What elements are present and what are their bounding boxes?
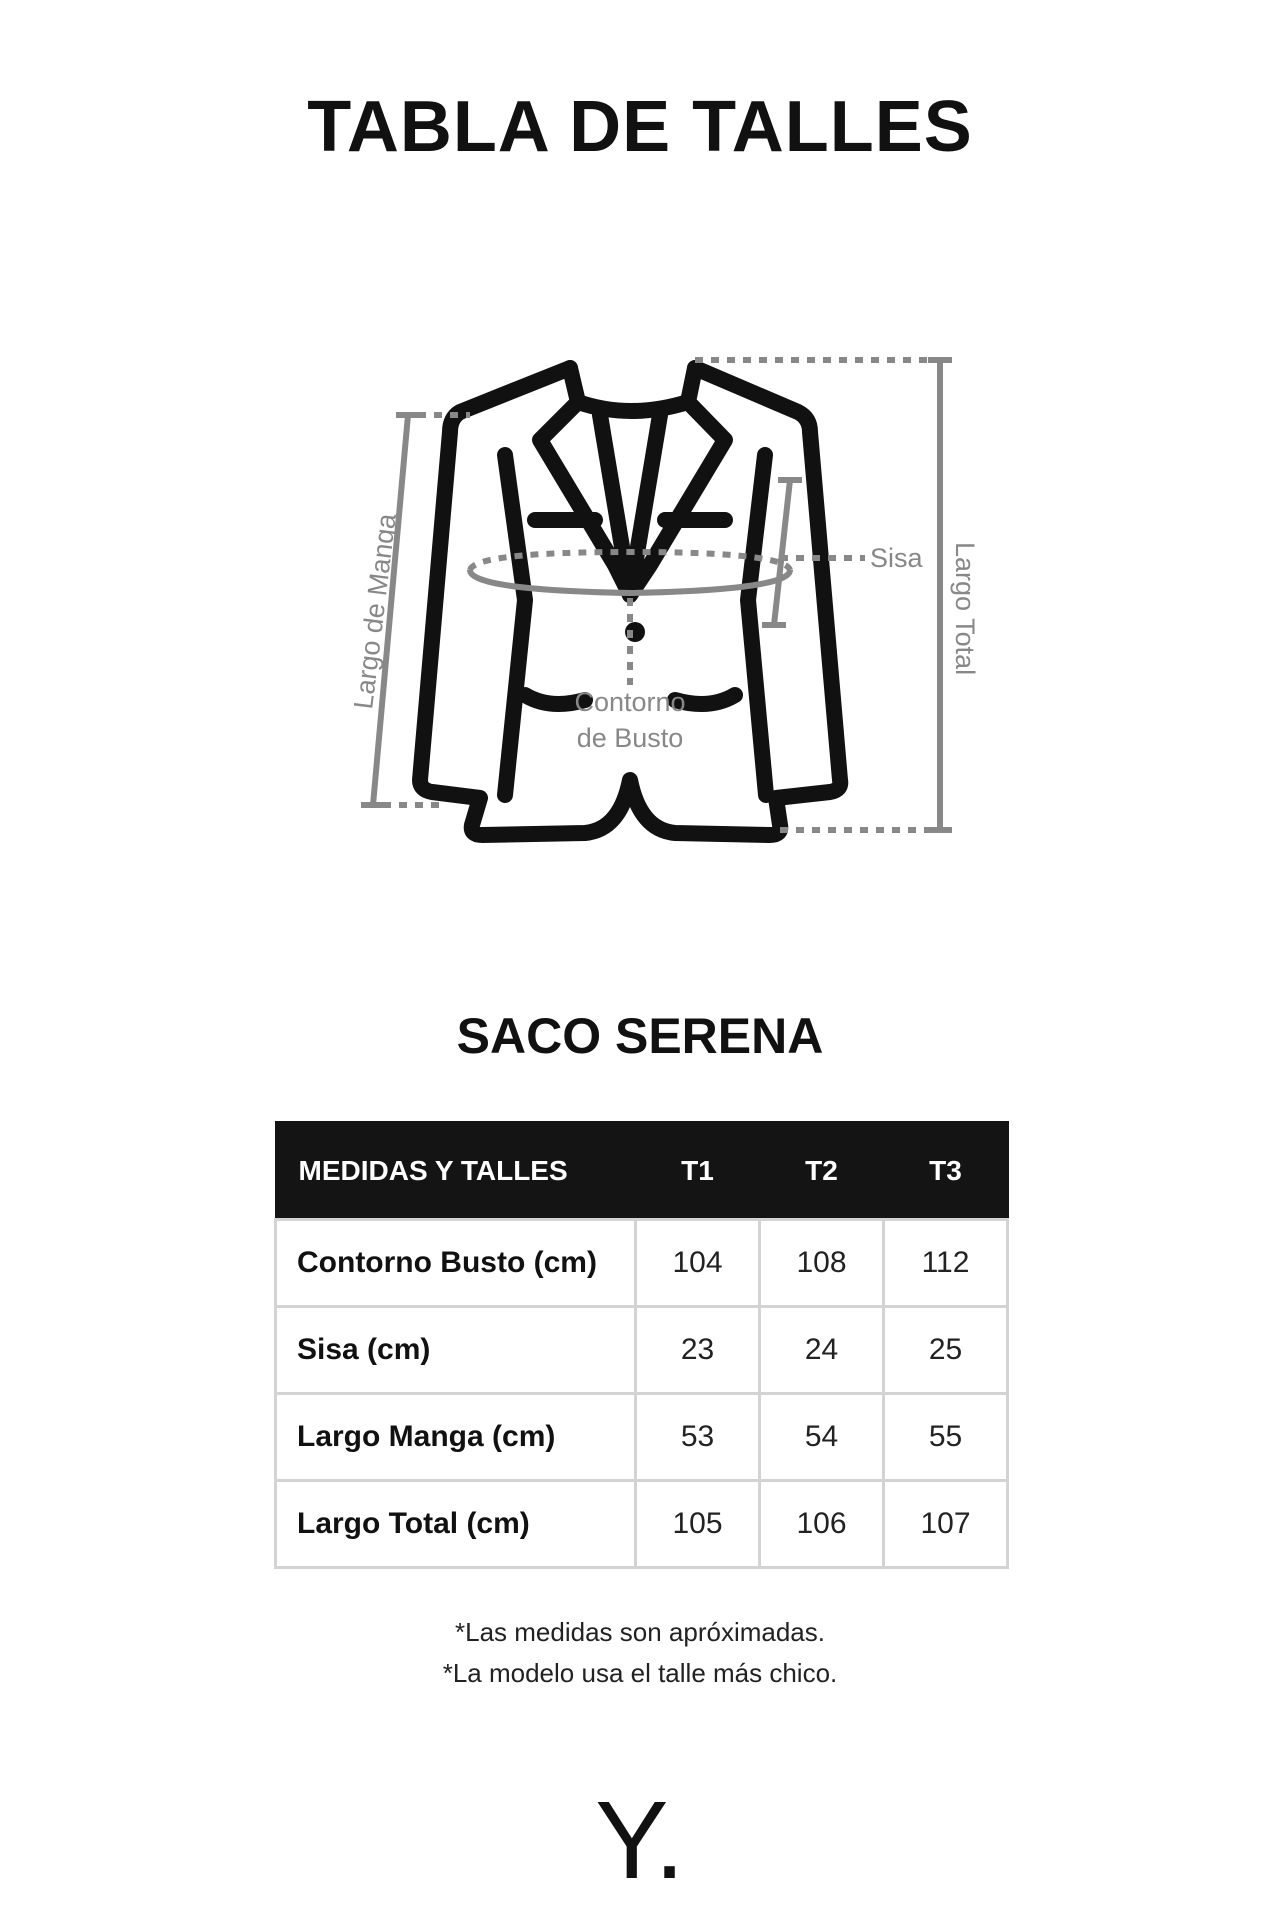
header-measures: MEDIDAS Y TALLES	[276, 1122, 636, 1220]
row-label: Largo Total (cm)	[276, 1481, 636, 1568]
product-title: SACO SERENA	[456, 1008, 824, 1064]
cell-value: 53	[636, 1394, 760, 1481]
size-table	[274, 1121, 1009, 1569]
cell-value: 104	[636, 1220, 760, 1307]
cell-value: 107	[884, 1481, 1008, 1568]
blazer-icon	[300, 340, 1020, 860]
cell-value: 54	[760, 1394, 884, 1481]
size-diagram	[300, 340, 1020, 860]
cell-value: 106	[760, 1481, 884, 1568]
page-title: TABLA DE TALLES	[307, 87, 973, 167]
label-armhole: Sisa	[870, 543, 923, 573]
row-label: Contorno Busto (cm)	[276, 1220, 636, 1307]
label-bust-line2: de Busto	[576, 723, 684, 753]
row-label: Largo Manga (cm)	[276, 1394, 636, 1481]
header-t1: T1	[636, 1122, 760, 1220]
header-t2: T2	[760, 1122, 884, 1220]
table-row	[276, 1481, 1008, 1568]
table-header-row	[276, 1122, 1008, 1220]
cell-value: 112	[884, 1220, 1008, 1307]
header-t3: T3	[884, 1122, 1008, 1220]
table-row	[276, 1307, 1008, 1394]
cell-value: 105	[636, 1481, 760, 1568]
label-bust-line1: Contorno	[574, 687, 686, 717]
note-approximate: *Las medidas son apróximadas.	[455, 1617, 825, 1647]
label-sleeve-length: Largo de Manga	[348, 511, 402, 711]
cell-value: 23	[636, 1307, 760, 1394]
brand-logo: Y.	[595, 1779, 685, 1902]
note-model-size: *La modelo usa el talle más chico.	[442, 1658, 838, 1688]
cell-value: 24	[760, 1307, 884, 1394]
cell-value: 25	[884, 1307, 1008, 1394]
row-label: Sisa (cm)	[276, 1307, 636, 1394]
label-total-length: Largo Total	[950, 542, 980, 676]
table-row	[276, 1220, 1008, 1307]
cell-value: 55	[884, 1394, 1008, 1481]
table-row	[276, 1394, 1008, 1481]
cell-value: 108	[760, 1220, 884, 1307]
